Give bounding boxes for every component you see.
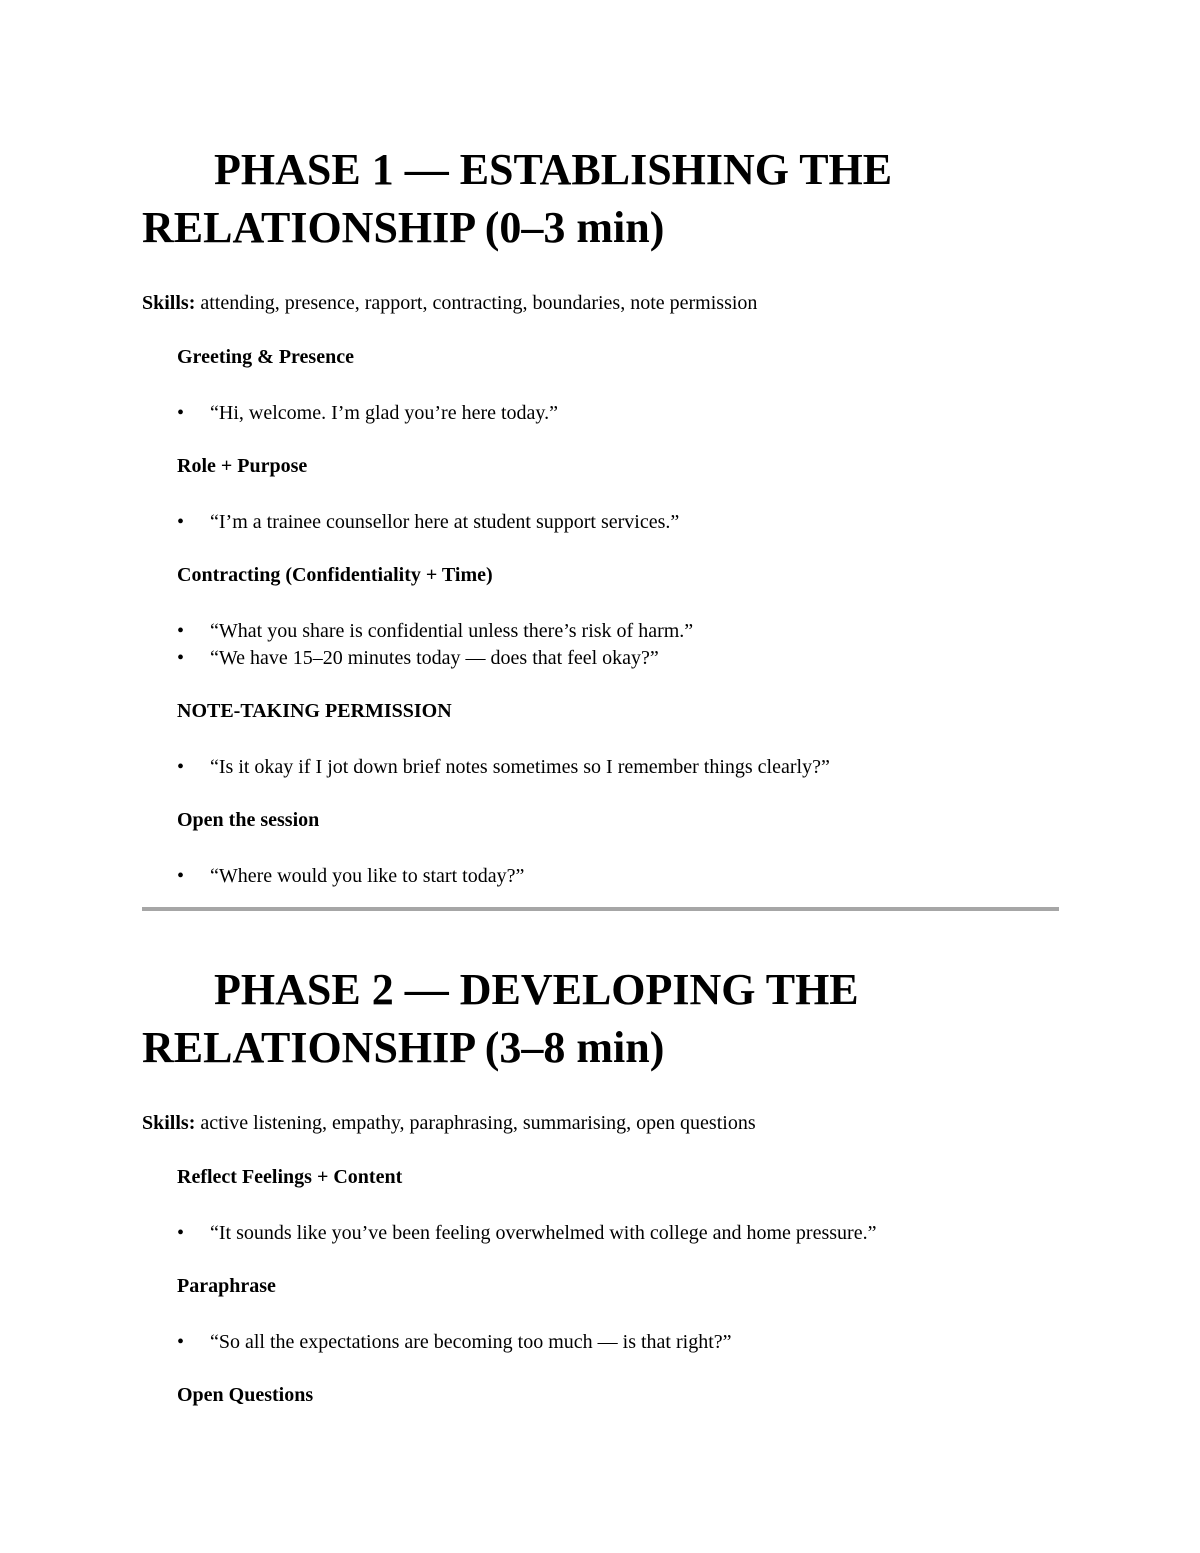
group-heading: Open the session [177,809,320,831]
quote-list [177,618,1062,672]
bullet-icon: • [177,620,185,642]
quote-list [177,1220,1062,1247]
bullet-icon: • [177,511,185,533]
group-paraphrase [177,1274,1062,1356]
group-heading: Paraphrase [177,1275,276,1297]
quote-item [177,645,1062,672]
group-heading: NOTE-TAKING PERMISSION [177,700,452,722]
group-heading: Open Questions [177,1384,314,1406]
quote-text: “We have 15–20 minutes today — does that feel okay?” [210,647,659,669]
quote-text: “It sounds like you’ve been feeling overwhelmed with college and home pressure.” [210,1222,877,1244]
horizontal-divider [142,907,1059,911]
quote-list [177,863,1062,890]
quote-item [177,400,1062,427]
quote-list [177,400,1062,427]
bullet-icon: • [177,1331,185,1353]
quote-list [177,509,1062,536]
bullet-icon: • [177,1222,185,1244]
group-open-session [177,808,1062,890]
bullet-icon: • [177,865,185,887]
quote-item [177,509,1062,536]
quote-text: “What you share is confidential unless there’s risk of harm.” [210,620,694,642]
quote-item [177,754,1062,781]
group-reflect-feelings [177,1165,1062,1247]
quote-text: “So all the expectations are becoming too much — is that right?” [210,1331,732,1353]
phase-2-skills [142,1111,1062,1135]
phase-2-title: PHASE 2 — DEVELOPING THE RELATIONSHIP (3–8 min) [142,965,859,1072]
group-open-questions [177,1383,1062,1407]
phase-1-skills [142,291,1062,315]
bullet-icon: • [177,402,185,424]
quote-text: “Hi, welcome. I’m glad you’re here today.” [210,402,558,424]
skills-label: Skills: [142,292,196,314]
group-heading: Greeting & Presence [177,346,354,368]
group-greeting-presence [177,345,1062,427]
phase-1-section [142,141,1062,890]
quote-list [177,754,1062,781]
quote-item [177,863,1062,890]
group-heading: Role + Purpose [177,455,308,477]
skills-label: Skills: [142,1112,196,1134]
quote-text: “Is it okay if I jot down brief notes sometimes so I remember things clearly?” [210,756,830,778]
group-contracting [177,563,1062,672]
bullet-icon: • [177,647,185,669]
phase-2-section [142,961,1062,1407]
quote-text: “I’m a trainee counsellor here at student support services.” [210,511,680,533]
quote-text: “Where would you like to start today?” [210,865,525,887]
group-heading: Contracting (Confidentiality + Time) [177,564,493,586]
bullet-icon: • [177,756,185,778]
quote-list [177,1329,1062,1356]
phase-1-title: PHASE 1 — ESTABLISHING THE RELATIONSHIP (0–3 min) [142,145,893,252]
skills-text: attending, presence, rapport, contracting, boundaries, note permission [200,292,758,314]
skills-text: active listening, empathy, paraphrasing, summarising, open questions [200,1112,756,1134]
quote-item [177,618,1062,645]
quote-item [177,1329,1062,1356]
group-role-purpose [177,454,1062,536]
quote-item [177,1220,1062,1247]
group-note-taking-permission [177,699,1062,781]
group-heading: Reflect Feelings + Content [177,1166,403,1188]
